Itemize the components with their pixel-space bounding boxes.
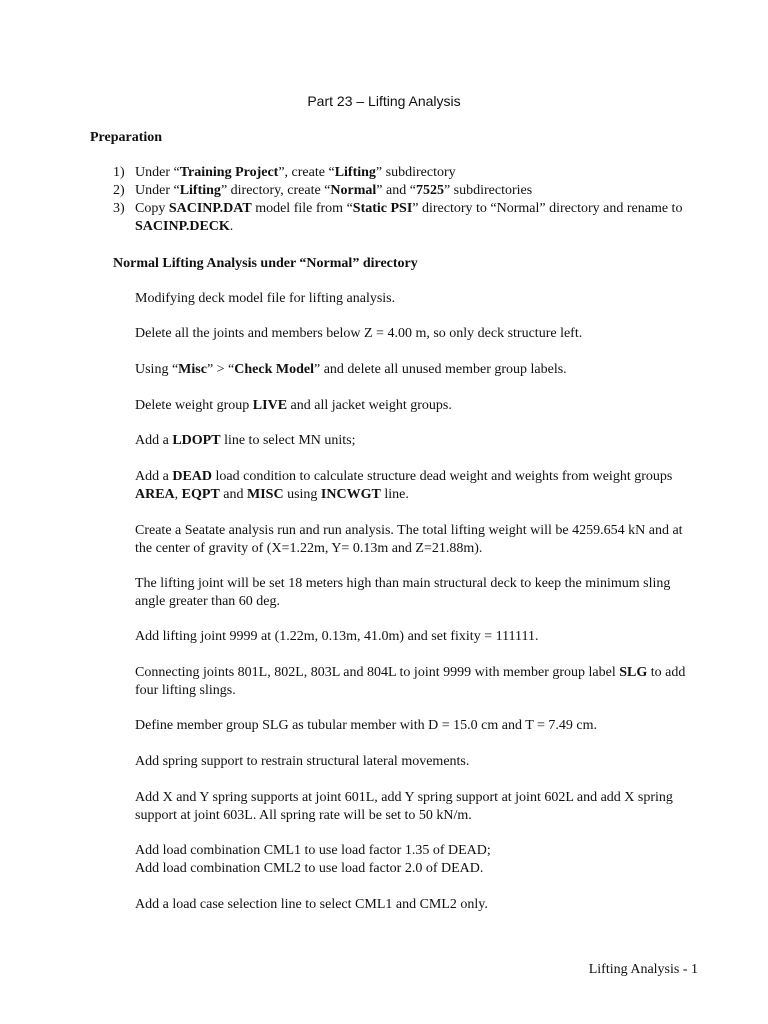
paragraph <box>135 361 695 379</box>
text-run: Create a Seatate analysis run and run analysis. The total lifting weight will be 4259.654 kN and at the center of gravity of (X=1.22m, Y= 0.13m and Z=21.88m). <box>135 523 683 556</box>
paragraph <box>135 896 695 914</box>
page-footer: Lifting Analysis - 1 <box>588 962 698 977</box>
line <box>135 843 491 858</box>
text-run: Add a <box>135 469 173 484</box>
text-run: Modifying deck model file for lifting analysis. <box>135 291 396 306</box>
text-run: load condition to calculate structure dead weight and weights from weight groups <box>212 469 673 484</box>
paragraph <box>135 432 695 450</box>
text-run: Delete all the joints and members below Z = 4.00 m, so only deck structure left. <box>135 326 583 341</box>
text-run: The lifting joint will be set 18 meters high than main structural deck to keep the minimum sling angle greater than 60 deg. <box>135 576 671 609</box>
list-item-number: 2) <box>113 183 125 198</box>
bold-run: Training Project <box>179 165 279 180</box>
text-run: ”, create “ <box>278 165 335 180</box>
bold-run: Static PSI <box>352 201 413 216</box>
list-item-number: 3) <box>113 201 125 216</box>
bold-run: Lifting <box>334 165 376 180</box>
bold-run: 7525 <box>415 183 444 198</box>
list-item <box>113 164 713 182</box>
text-run: ” directory, create “ <box>220 183 331 198</box>
text-run: Add a <box>135 433 173 448</box>
text-run: Add X and Y spring supports at joint 601L, add Y spring support at joint 602L and add X spring support at joint 603L. All spring rate will be set to 50 kN/m. <box>135 790 673 823</box>
list-item-text <box>135 165 456 180</box>
text-run: . <box>229 219 234 234</box>
list-item-number: 1) <box>113 165 125 180</box>
list-item <box>113 182 713 200</box>
bold-run: MISC <box>247 487 284 502</box>
paragraph <box>135 789 695 825</box>
text-run: model file from “ <box>251 201 353 216</box>
text-run: Add spring support to restrain structural lateral movements. <box>135 754 470 769</box>
list-item <box>113 200 713 236</box>
list-item-text <box>135 183 532 198</box>
bold-run: AREA <box>135 487 175 502</box>
text-run: Under “ <box>135 165 180 180</box>
line <box>135 861 483 876</box>
text-run: ” subdirectory <box>375 165 456 180</box>
paragraph <box>135 468 695 504</box>
text-run: ” and “ <box>376 183 416 198</box>
paragraph <box>135 522 695 558</box>
text-run: Add lifting joint 9999 at (1.22m, 0.13m, 41.0m) and set fixity = 111111. <box>135 629 539 644</box>
text-run: ” > “ <box>206 362 235 377</box>
text-run: Under “ <box>135 183 180 198</box>
text-run: Using “ <box>135 362 179 377</box>
bold-run: SACINP.DECK <box>135 219 230 234</box>
section-heading-normal-lifting: Normal Lifting Analysis under “Normal” directory <box>113 256 418 271</box>
bold-run: Normal <box>330 183 377 198</box>
text-run: ” and delete all unused member group labels. <box>313 362 567 377</box>
bold-run: SACINP.DAT <box>168 201 252 216</box>
bold-run: LDOPT <box>172 433 221 448</box>
list-item-text <box>135 201 682 234</box>
text-run: and <box>219 487 248 502</box>
paragraph <box>135 575 695 611</box>
preparation-list <box>113 164 713 236</box>
text-run: using <box>283 487 321 502</box>
text-run: and all jacket weight groups. <box>287 398 452 413</box>
bold-run: DEAD <box>172 469 212 484</box>
paragraph <box>135 717 695 735</box>
paragraph <box>135 325 695 343</box>
text-run: Add load combination CML1 to use load factor 1.35 of DEAD; <box>135 843 491 858</box>
section-heading-preparation: Preparation <box>90 130 163 145</box>
text-run: ” directory to “Normal” directory and rename to <box>412 201 683 216</box>
text-run: line. <box>380 487 409 502</box>
bold-run: SLG <box>619 665 648 680</box>
text-run: line to select MN units; <box>220 433 356 448</box>
bold-run: Check Model <box>234 362 314 377</box>
text-run: Add load combination CML2 to use load factor 2.0 of DEAD. <box>135 861 484 876</box>
bold-run: LIVE <box>252 398 288 413</box>
paragraph <box>135 664 695 700</box>
text-run: Connecting joints 801L, 802L, 803L and 804L to joint 9999 with member group label <box>135 665 620 680</box>
text-run: Delete weight group <box>135 398 253 413</box>
bold-run: Lifting <box>179 183 221 198</box>
text-run: , <box>174 487 182 502</box>
bold-run: EQPT <box>181 487 220 502</box>
paragraph <box>135 753 695 771</box>
paragraph <box>135 628 695 646</box>
paragraph <box>135 290 695 308</box>
text-run: Copy <box>135 201 169 216</box>
bold-run: Misc <box>178 362 207 377</box>
page-title: Part 23 – Lifting Analysis <box>307 93 461 109</box>
text-run: Add a load case selection line to select CML1 and CML2 only. <box>135 897 488 912</box>
paragraph <box>135 397 695 415</box>
bold-run: INCWGT <box>320 487 381 502</box>
text-run: Define member group SLG as tubular member with D = 15.0 cm and T = 7.49 cm. <box>135 718 598 733</box>
text-run: to add four lifting slings. <box>135 665 686 698</box>
text-run: ” subdirectories <box>443 183 533 198</box>
paragraph <box>135 842 695 878</box>
